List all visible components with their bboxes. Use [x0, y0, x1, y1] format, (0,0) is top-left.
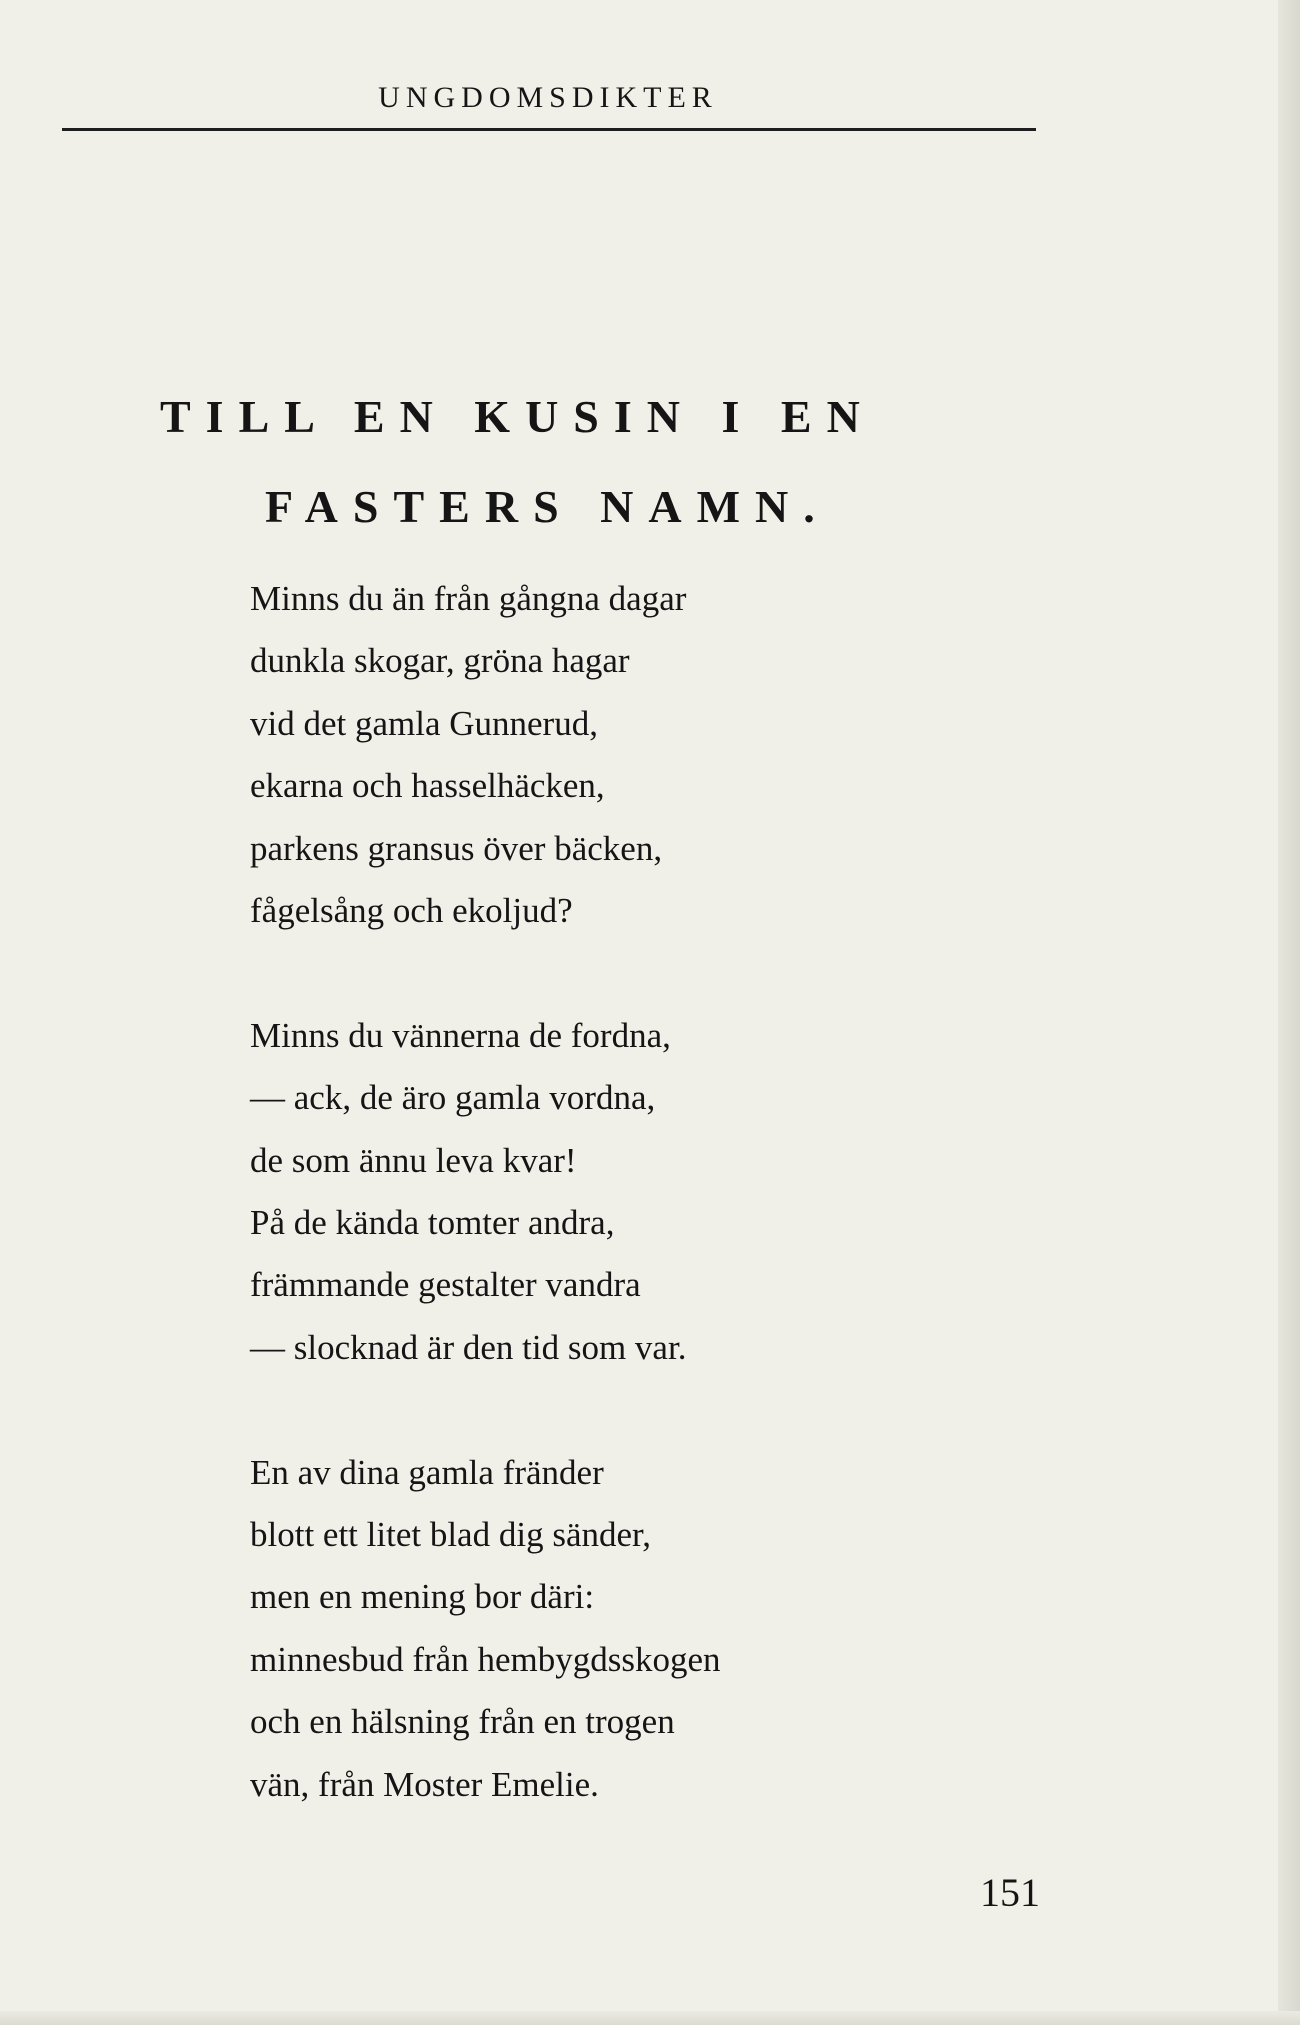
stanza — [250, 1442, 970, 1816]
verse-line: minnesbud från hembygdsskogen — [250, 1639, 721, 1679]
page-bottom-edge — [0, 2011, 1300, 2025]
verse-line: — slocknad är den tid som var. — [250, 1327, 687, 1367]
stanza — [250, 568, 970, 942]
verse-line: parkens gransus över bäcken, — [250, 828, 663, 868]
verse-line: dunkla skogar, gröna hagar — [250, 641, 630, 681]
page-edge — [1278, 0, 1300, 2025]
verse-line: vid det gamla Gunnerud, — [250, 703, 598, 743]
verse-line: ekarna och hasselhäcken, — [250, 766, 605, 806]
verse-line: och en hälsning från en trogen — [250, 1702, 675, 1742]
verse-line: Minns du vännerna de fordna, — [250, 1015, 671, 1055]
verse-line: Minns du än från gångna dagar — [250, 579, 687, 618]
poem-title-line: TILL EN KUSIN I EN — [160, 391, 875, 442]
poem-body — [250, 568, 970, 1816]
verse-line: de som ännu leva kvar! — [250, 1140, 577, 1180]
running-head: UNGDOMSDIKTER — [378, 81, 718, 114]
verse-line: På de kända tomter andra, — [250, 1203, 615, 1243]
verse-line: främmande gestalter vandra — [250, 1265, 641, 1305]
verse-line: — ack, de äro gamla vordna, — [250, 1078, 656, 1118]
verse-line: blott ett litet blad dig sänder, — [250, 1515, 652, 1555]
verse-line: En av dina gamla fränder — [250, 1452, 604, 1492]
verse-line: fågelsång och ekoljud? — [250, 891, 573, 931]
header-rule — [62, 128, 1036, 131]
page-number: 151 — [980, 1870, 1040, 1915]
verse-line: vän, från Moster Emelie. — [250, 1764, 599, 1804]
poem-title-line: FASTERS NAMN. — [265, 481, 830, 532]
poem-title — [160, 372, 940, 552]
verse-line: men en mening bor däri: — [250, 1577, 595, 1617]
stanza — [250, 1005, 970, 1379]
